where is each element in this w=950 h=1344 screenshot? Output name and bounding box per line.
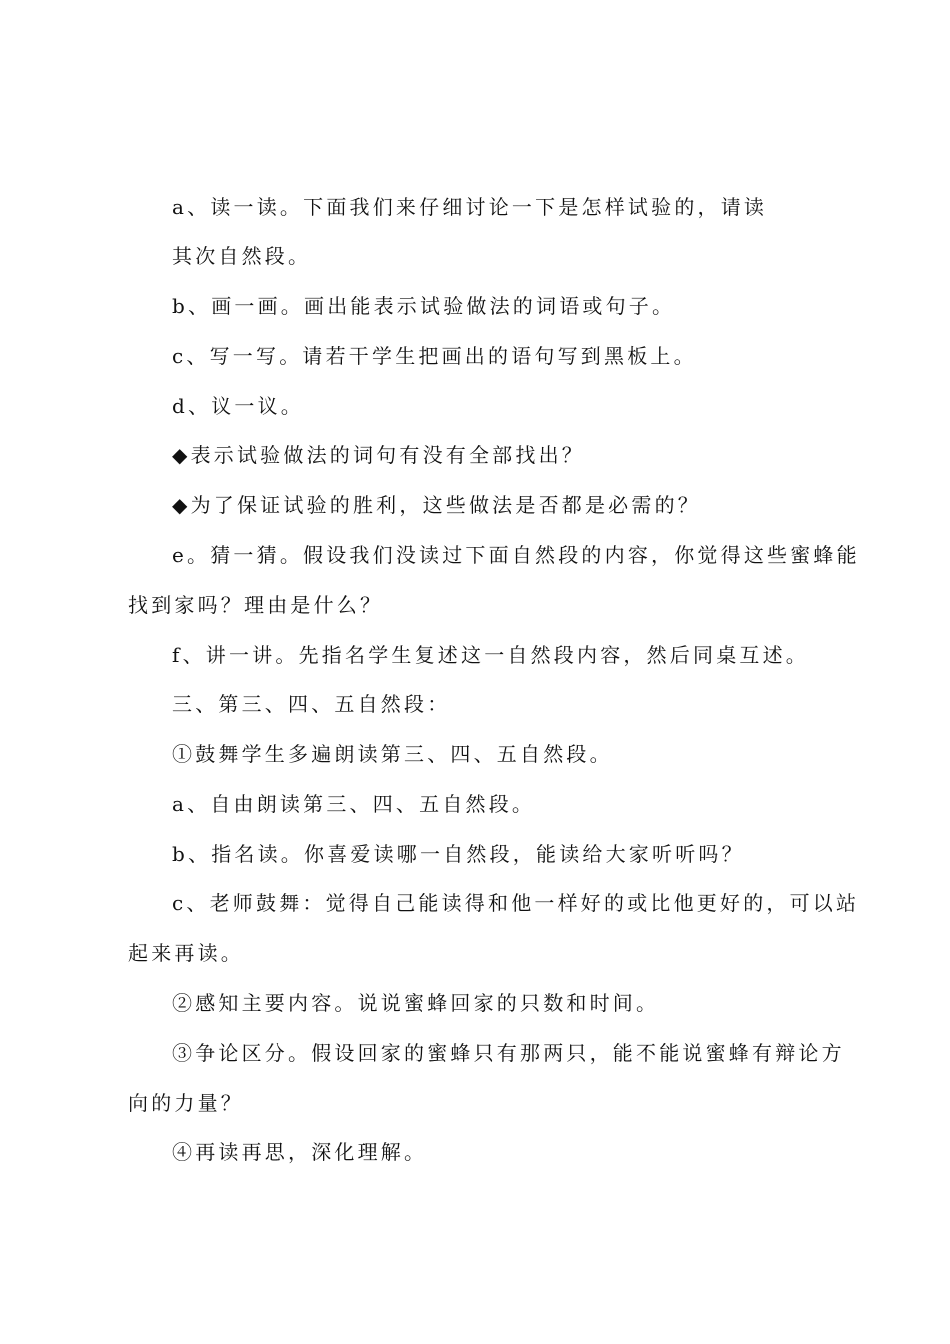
text-line: 找到家吗？理由是什么？	[128, 593, 384, 617]
text-line: ④再读再思，深化理解。	[172, 1140, 428, 1164]
text-line: e。猜一猜。假设我们没读过下面自然段的内容，你觉得这些蜜蜂能	[172, 543, 860, 567]
text-line: a、自由朗读第三、四、五自然段。	[172, 792, 536, 816]
text-line: f、讲一讲。先指名学生复述这一自然段内容，然后同桌互述。	[172, 643, 810, 667]
text-line: 其次自然段。	[172, 244, 312, 268]
text-line: b、指名读。你喜爱读哪一自然段，能读给大家听听吗？	[172, 842, 745, 866]
text-line: ②感知主要内容。说说蜜蜂回家的只数和时间。	[172, 991, 660, 1015]
text-line: 三、第三、四、五自然段：	[172, 692, 451, 716]
text-line: ◆表示试验做法的词句有没有全部找出？	[172, 443, 585, 467]
text-line: ③争论区分。假设回家的蜜蜂只有那两只，能不能说蜜蜂有辩论方	[172, 1041, 845, 1065]
text-line: c、写一写。请若干学生把画出的语句写到黑板上。	[172, 344, 697, 368]
text-line: ①鼓舞学生多遍朗读第三、四、五自然段。	[172, 742, 613, 766]
text-line: a、读一读。下面我们来仔细讨论一下是怎样试验的，请读	[172, 195, 768, 219]
text-line: c、老师鼓舞：觉得自己能读得和他一样好的或比他更好的，可以站	[172, 891, 860, 915]
text-line: 起来再读。	[128, 941, 244, 965]
text-line: d、议一议。	[172, 394, 305, 418]
text-line: 向的力量？	[128, 1091, 244, 1115]
text-line: ◆为了保证试验的胜利，这些做法是否都是必需的？	[172, 493, 701, 517]
text-line: b、画一画。画出能表示试验做法的词语或句子。	[172, 294, 676, 318]
